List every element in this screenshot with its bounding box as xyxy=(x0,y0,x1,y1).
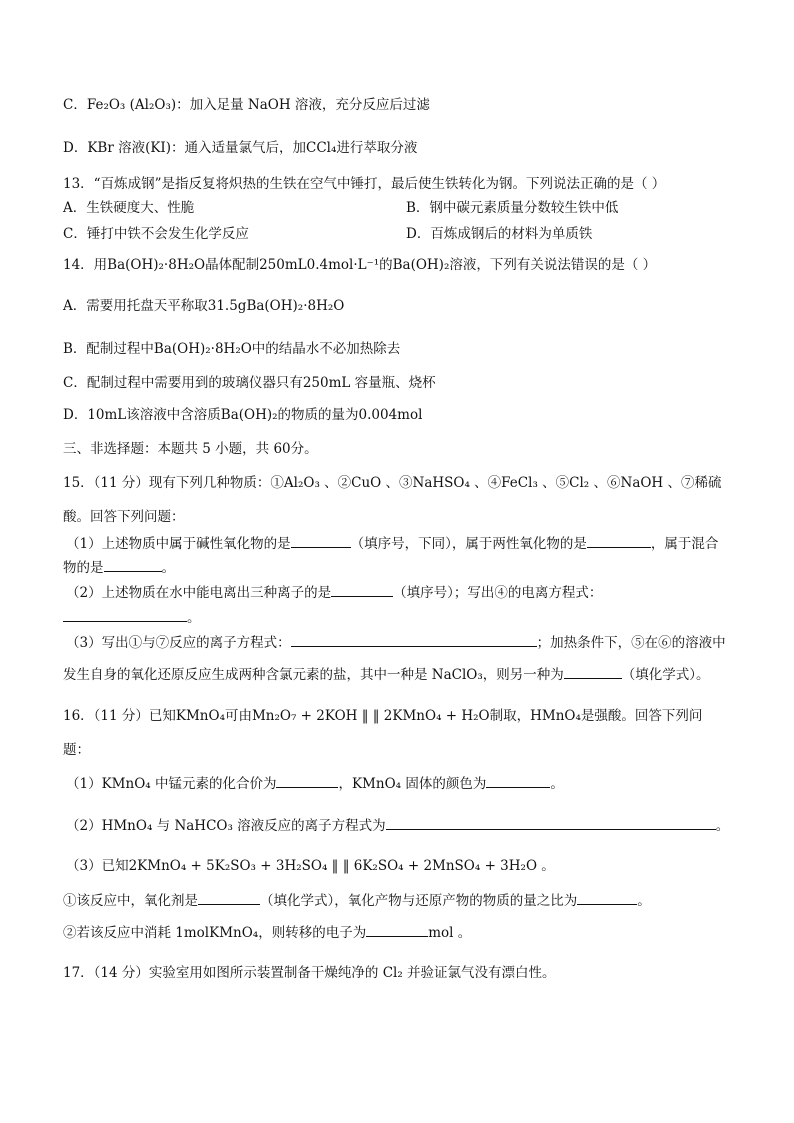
answer-blank[interactable] xyxy=(587,533,651,548)
q14-option-d: D．10mL该溶液中含溶质Ba(OH)₂的物质的量为0.004mol xyxy=(63,407,423,423)
q14-option-c: C．配制过程中需要用到的玻璃仪器只有250mL 容量瓶、烧杯 xyxy=(63,375,436,391)
q13-option-a: A．生铁硬度大、性脆 xyxy=(63,200,195,216)
section-3-heading: 三、非选择题：本题共 5 小题，共 60分。 xyxy=(63,441,318,457)
answer-blank[interactable] xyxy=(486,773,550,788)
q14-option-b: B．配制过程中Ba(OH)₂·8H₂O中的结晶水不必加热除去 xyxy=(63,341,401,357)
q13-options-row2 xyxy=(63,225,593,243)
question-16: 16．（11 分）已知KMnO₄可由Mn₂O₇ + 2KOH ‖ ‖ 2KMnO₄ + H₂O制取，HMnO₄是强酸。回答下列问 xyxy=(63,708,703,724)
answer-blank[interactable] xyxy=(577,890,637,905)
q16-part1: （1）KMnO₄ 中锰元素的化合价为 ，KMnO₄ 固体的颜色为 。 xyxy=(66,773,564,793)
question-15: 15．（11 分）现有下列几种物质：①Al₂O₃ 、②CuO 、③NaHSO₄ 、④FeCl₃ 、⑤Cl₂ 、⑥NaOH 、⑦稀硫 xyxy=(63,475,722,491)
answer-blank[interactable] xyxy=(291,632,537,647)
answer-blank[interactable] xyxy=(564,664,622,679)
q14-option-a: A．需要用托盘天平称取31.5gBa(OH)₂·8H₂O xyxy=(63,298,345,314)
option-d-kbr: D．KBr 溶液(KI)：通入适量氯气后，加CCl₄进行萃取分液 xyxy=(63,140,418,156)
q13-options-row1 xyxy=(63,199,619,217)
answer-blank[interactable] xyxy=(276,773,338,788)
answer-blank[interactable] xyxy=(366,922,428,937)
answer-blank[interactable] xyxy=(63,607,187,622)
question-14: 14．用Ba(OH)₂·8H₂O晶体配制250mL0.4mol·L⁻¹的Ba(OH)₂溶液，下列有关说法错误的是（ ） xyxy=(63,257,657,273)
q15-part3-line2: 发生自身的氧化还原反应生成两种含氯元素的盐，其中一种是 NaClO₃，则另一种为 （填化学式）。 xyxy=(63,664,710,684)
question-13: 13．“百炼成钢”是指反复将炽热的生铁在空气中锤打，最后使生铁转化为钢。下列说法正确的是（ ） xyxy=(63,176,666,192)
answer-blank[interactable] xyxy=(386,815,716,830)
answer-blank[interactable] xyxy=(198,890,260,905)
q15-part2-line1: （2）上述物质在水中能电离出三种离子的是 （填序号）；写出④的电离方程式： xyxy=(66,582,602,602)
question-17: 17．（14 分）实验室用如图所示装置制备干燥纯净的 Cl₂ 并验证氯气没有漂白性。 xyxy=(63,965,556,981)
q13-option-c: C．锤打中铁不会发生化学反应 xyxy=(63,226,249,242)
answer-blank[interactable] xyxy=(331,582,393,597)
q16-part2: （2）HMnO₄ 与 NaHCO₃ 溶液反应的离子方程式为 。 xyxy=(66,815,729,835)
q16-part3-sub1: ①该反应中，氧化剂是 （填化学式），氧化产物与还原产物的物质的量之比为 。 xyxy=(63,890,651,910)
q15-part1-line1: （1）上述物质中属于碱性氧化物的是 （填序号，下同），属于两性氧化物的是 ，属于混合 xyxy=(66,533,718,553)
q13-option-d: D．百炼成钢后的材料为单质铁 xyxy=(406,226,593,242)
question-15-cont: 酸。回答下列问题： xyxy=(63,509,185,525)
question-16-cont: 题： xyxy=(63,742,90,758)
q15-part1-line2: 物的是 。 xyxy=(63,557,175,577)
q16-part3: （3）已知2KMnO₄ + 5K₂SO₃ + 3H₂SO₄ ‖ ‖ 6K₂SO₄ + 2MnSO₄ + 3H₂O 。 xyxy=(66,858,555,874)
q15-part2-line2: 。 xyxy=(63,607,201,627)
option-c-fe2o3: C．Fe₂O₃ (Al₂O₃)：加入足量 NaOH 溶液，充分反应后过滤 xyxy=(63,97,430,113)
q13-option-b: B．钢中碳元素质量分数较生铁中低 xyxy=(406,200,619,216)
q16-part3-sub2: ②若该反应中消耗 1molKMnO₄，则转移的电子为 mol 。 xyxy=(63,922,471,942)
answer-blank[interactable] xyxy=(104,557,162,572)
answer-blank[interactable] xyxy=(291,533,351,548)
q15-part3-line1: （3）写出①与⑦反应的离子方程式： ；加热条件下，⑤在⑥的溶液中 xyxy=(66,632,726,652)
